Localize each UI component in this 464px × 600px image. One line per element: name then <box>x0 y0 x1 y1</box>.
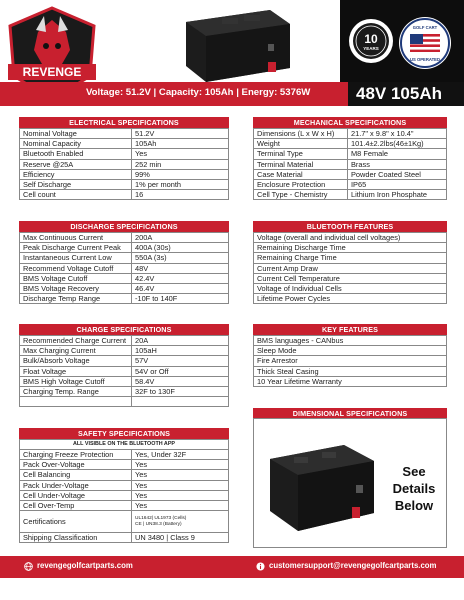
feature-text: Sleep Mode <box>254 346 447 356</box>
feature-text: Lifetime Power Cycles <box>254 294 447 304</box>
spec-value: Yes <box>132 470 229 480</box>
spec-label: Bluetooth Enabled <box>20 149 132 159</box>
spec-label: Terminal Material <box>254 159 348 169</box>
spec-label: Pack Under-Voltage <box>20 480 132 490</box>
spec-label: Cell count <box>20 190 132 200</box>
charge-row <box>20 356 229 366</box>
key-feature-row <box>254 376 447 386</box>
spec-value: 42.4V <box>132 273 229 283</box>
spec-label: Charging Freeze Protection <box>20 450 132 460</box>
discharge-specifications <box>19 221 229 304</box>
electrical-table <box>19 128 229 200</box>
safety-table <box>19 439 229 543</box>
spec-value: 57V <box>132 356 229 366</box>
mechanical-row <box>254 149 447 159</box>
discharge-row <box>20 283 229 293</box>
see-line-3: Below <box>394 498 434 513</box>
spec-label: Efficiency <box>20 169 132 179</box>
key-features <box>253 324 447 387</box>
spec-label: BMS High Voltage Cutoff <box>20 376 132 386</box>
shipping-row <box>20 533 229 543</box>
shipping-value: UN 3480 | Class 9 <box>132 533 229 543</box>
spec-value: 32F to 130F <box>132 386 229 396</box>
spec-label: Cell Under-Voltage <box>20 490 132 500</box>
electrical-row <box>20 179 229 189</box>
key-features-table <box>253 335 447 387</box>
spec-value: Brass <box>348 159 447 169</box>
feature-text: Voltage (overall and individual cell voltages) <box>254 233 447 243</box>
cert-line-1: UL1642| UL1973 (Cells) <box>135 515 187 521</box>
ten-year-warranty-badge <box>348 18 394 64</box>
spec-value: Yes <box>132 490 229 500</box>
spec-label: Reserve @25A <box>20 159 132 169</box>
spec-label: Max Continuous Current <box>20 233 132 243</box>
charge-specifications <box>19 324 229 407</box>
electrical-row <box>20 169 229 179</box>
certifications-label: Certifications <box>20 511 132 533</box>
charge-row <box>20 386 229 396</box>
charge-row <box>20 336 229 346</box>
certifications-row <box>20 511 229 533</box>
feature-text: Fire Arrestor <box>254 356 447 366</box>
specs-banner <box>0 82 348 106</box>
spec-label: Discharge Temp Range <box>20 294 132 304</box>
see-line-2: Details <box>392 481 436 496</box>
email-link[interactable]: customersupport@revengegolfcartparts.com <box>269 561 437 570</box>
key-feature-row <box>254 336 447 346</box>
spec-label: Bulk/Absorb Voltage <box>20 356 132 366</box>
bluetooth-title: BLUETOOTH FEATURES <box>253 221 447 232</box>
spec-value: 48V <box>132 263 229 273</box>
badge-us-top: GOLF CART <box>412 25 438 30</box>
spec-value: 200A <box>132 233 229 243</box>
dimensional-title: DIMENSIONAL SPECIFICATIONS <box>253 408 447 419</box>
spec-value: Powder Coated Steel <box>348 169 447 179</box>
spec-value: 101.4±2.2lbs(46±1Kg) <box>348 139 447 149</box>
discharge-row <box>20 273 229 283</box>
spec-value: Yes <box>132 149 229 159</box>
spec-label: Self Discharge <box>20 179 132 189</box>
bluetooth-row <box>254 283 447 293</box>
mechanical-row <box>254 169 447 179</box>
model-title: 48V 105Ah <box>356 84 442 103</box>
spec-value: Lithium Iron Phosphate <box>348 190 447 200</box>
bluetooth-row <box>254 263 447 273</box>
discharge-row <box>20 233 229 243</box>
bluetooth-row <box>254 253 447 263</box>
spec-label: Dimensions (L x W x H) <box>254 129 348 139</box>
certifications-value <box>132 511 229 533</box>
bluetooth-row <box>254 273 447 283</box>
spec-label: Cell Type - Chemistry <box>254 190 348 200</box>
spec-value: Yes, Under 32F <box>132 450 229 460</box>
feature-text: Thick Steal Casing <box>254 366 447 376</box>
safety-row <box>20 450 229 460</box>
safety-subtitle: ALL VISIBLE ON THE BLUETOOTH APP <box>20 440 229 450</box>
spec-label: BMS Voltage Cutoff <box>20 273 132 283</box>
spec-label: BMS Voltage Recovery <box>20 283 132 293</box>
feature-text: 10 Year Lifetime Warranty <box>254 376 447 386</box>
electrical-title: ELECTRICAL SPECIFICATIONS <box>19 117 229 128</box>
globe-icon <box>24 562 33 571</box>
safety-row <box>20 460 229 470</box>
spec-value: 105aH <box>132 346 229 356</box>
spec-value: 21.7" x 9.8" x 10.4" <box>348 129 447 139</box>
cert-line-2: CE | UN38.3 (Battery) <box>135 521 182 527</box>
feature-text: Current Amp Draw <box>254 263 447 273</box>
spec-value: 550A (3s) <box>132 253 229 263</box>
spec-label: Float Voltage <box>20 366 132 376</box>
battery-dimension-image <box>264 437 380 537</box>
badge-years-number: 10 <box>364 32 378 46</box>
bluetooth-row <box>254 233 447 243</box>
spec-value: Yes <box>132 480 229 490</box>
spec-value: 16 <box>132 190 229 200</box>
shipping-label: Shipping Classification <box>20 533 132 543</box>
spec-value: 400A (30s) <box>132 243 229 253</box>
spec-label: Max Charging Current <box>20 346 132 356</box>
discharge-table <box>19 232 229 304</box>
see-details-text <box>388 463 440 514</box>
safety-title: SAFETY SPECIFICATIONS <box>19 428 229 439</box>
logo-text: REVENGE <box>22 65 82 79</box>
blank-row <box>20 397 229 407</box>
footer <box>0 556 464 578</box>
bluetooth-table <box>253 232 447 304</box>
spec-label: Charging Temp. Range <box>20 386 132 396</box>
mechanical-row <box>254 129 447 139</box>
spec-label: Peak Discharge Current Peak <box>20 243 132 253</box>
feature-text: Current Cell Temperature <box>254 273 447 283</box>
spec-value: Yes <box>132 500 229 510</box>
charge-table <box>19 335 229 407</box>
safety-row <box>20 500 229 510</box>
spec-label: Cell Balancing <box>20 470 132 480</box>
charge-row <box>20 346 229 356</box>
electrical-row <box>20 159 229 169</box>
spec-label: Nominal Capacity <box>20 139 132 149</box>
spec-value: 20A <box>132 336 229 346</box>
discharge-row <box>20 253 229 263</box>
specs-line: Voltage: 51.2V | Capacity: 105Ah | Energy: 5376W <box>86 87 311 98</box>
spec-value: 99% <box>132 169 229 179</box>
dimensional-box <box>253 418 447 548</box>
spec-label: Weight <box>254 139 348 149</box>
mechanical-table <box>253 128 447 200</box>
electrical-row <box>20 149 229 159</box>
spec-value: 54V or Off <box>132 366 229 376</box>
electrical-row <box>20 139 229 149</box>
feature-text: Remaining Discharge Time <box>254 243 447 253</box>
spec-value: 58.4V <box>132 376 229 386</box>
bluetooth-row <box>254 243 447 253</box>
key-feature-row <box>254 346 447 356</box>
blank-cell <box>20 397 132 407</box>
spec-value: 105Ah <box>132 139 229 149</box>
blank-cell <box>132 397 229 407</box>
discharge-row <box>20 294 229 304</box>
spec-value: 46.4V <box>132 283 229 293</box>
badge-us-bottom: US OPERATED <box>410 57 440 62</box>
see-line-1: See <box>402 464 426 479</box>
spec-value: IP65 <box>348 179 447 189</box>
battery-product-image <box>178 4 296 84</box>
mechanical-specifications <box>253 117 447 200</box>
discharge-title: DISCHARGE SPECIFICATIONS <box>19 221 229 232</box>
discharge-row <box>20 263 229 273</box>
safety-row <box>20 490 229 500</box>
spec-label: Recommended Charge Current <box>20 336 132 346</box>
mechanical-row <box>254 139 447 149</box>
discharge-row <box>20 243 229 253</box>
spec-value: M8 Female <box>348 149 447 159</box>
bluetooth-row <box>254 294 447 304</box>
spec-value: Yes <box>132 460 229 470</box>
charge-title: CHARGE SPECIFICATIONS <box>19 324 229 335</box>
electrical-specifications <box>19 117 229 200</box>
feature-text: Remaining Charge Time <box>254 253 447 263</box>
feature-text: Voltage of Individual Cells <box>254 283 447 293</box>
spec-value: -10F to 140F <box>132 294 229 304</box>
spec-label: Pack Over-Voltage <box>20 460 132 470</box>
spec-label: Instantaneous Current Low <box>20 253 132 263</box>
model-banner <box>348 82 464 106</box>
key-feature-row <box>254 366 447 376</box>
electrical-row <box>20 129 229 139</box>
bluetooth-features <box>253 221 447 304</box>
spec-label: Recommend Voltage Cutoff <box>20 263 132 273</box>
mechanical-title: MECHANICAL SPECIFICATIONS <box>253 117 447 128</box>
spec-value: 1% per month <box>132 179 229 189</box>
mechanical-row <box>254 179 447 189</box>
charge-row <box>20 366 229 376</box>
mechanical-row <box>254 159 447 169</box>
safety-row <box>20 470 229 480</box>
website-link[interactable]: revengegolfcartparts.com <box>37 561 133 570</box>
spec-label: Cell Over-Temp <box>20 500 132 510</box>
safety-specifications <box>19 428 229 543</box>
feature-text: BMS languages - CANbus <box>254 336 447 346</box>
key-features-title: KEY FEATURES <box>253 324 447 335</box>
info-icon <box>256 562 265 571</box>
us-operated-badge <box>398 16 452 70</box>
spec-label: Terminal Type <box>254 149 348 159</box>
spec-label: Case Material <box>254 169 348 179</box>
spec-value: 51.2V <box>132 129 229 139</box>
spec-value: 252 min <box>132 159 229 169</box>
badge-years-label: YEARS <box>363 46 379 51</box>
header <box>0 0 464 108</box>
electrical-row <box>20 190 229 200</box>
mechanical-row <box>254 190 447 200</box>
spec-label: Nominal Voltage <box>20 129 132 139</box>
spec-label: Enclosure Protection <box>254 179 348 189</box>
key-feature-row <box>254 356 447 366</box>
charge-row <box>20 376 229 386</box>
safety-row <box>20 480 229 490</box>
